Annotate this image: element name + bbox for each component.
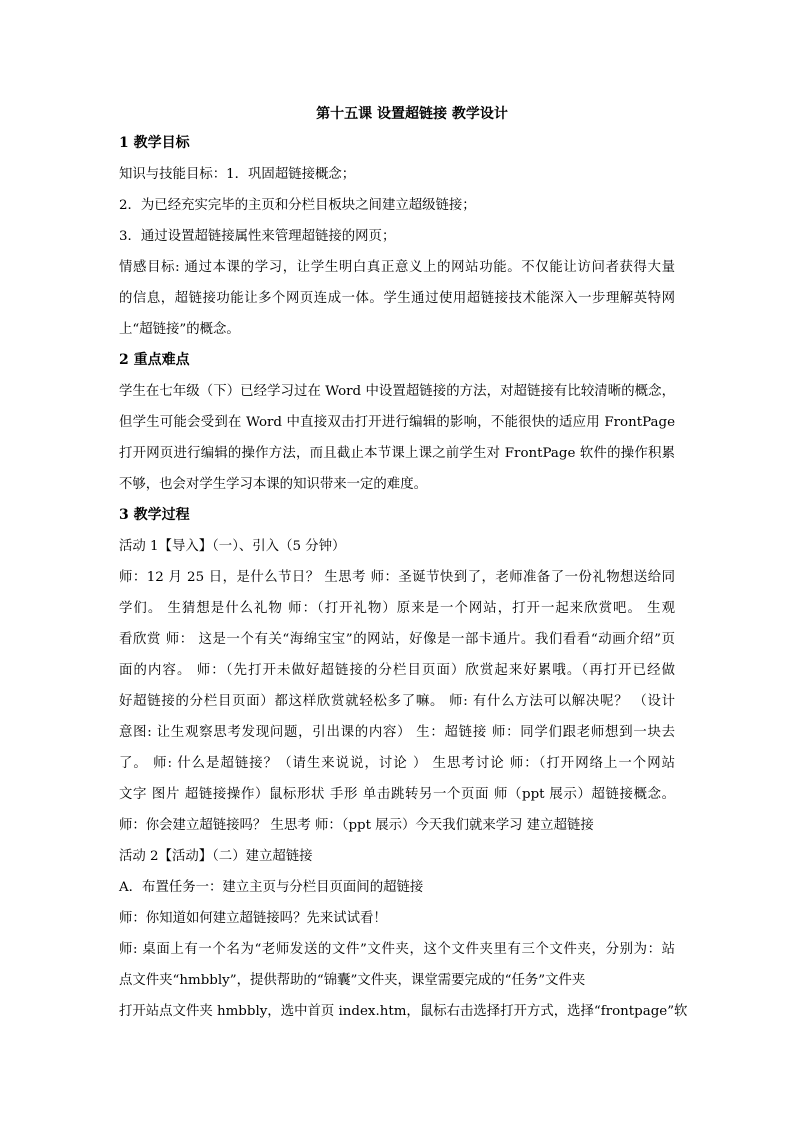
text-line: 学生在七年级（下）已经学习过在 Word 中设置超链接的方法，对超链接有比较清晰的概念， [119,384,675,399]
text-line: 文字 图片 超链接操作）鼠标形状 手形 单击跳转另一个页面 师（ppt 展示）超链接概念。 [119,787,675,802]
text-line: 学们。 生猜想是什么礼物 师：（打开礼物）原来是一个网站，打开一起来欣赏吧。 生观 [119,601,675,616]
text-line: 好超链接的分栏目页面）都这样欣赏就轻松多了嘛。 师: 有什么方法可以解决呢？ （设计 [119,694,675,709]
text-line: 知识与技能目标：1．巩固超链接概念； [119,167,356,182]
text-line: 活动 2【活动】（二）建立超链接 [119,849,313,864]
section-heading: 3 教学过程 [119,507,190,523]
text-line: 上“超链接”的概念。 [119,322,240,337]
text-line: 师：12 月 25 日，是什么节日？ 生思考 师：圣诞节快到了，老师准备了一份礼物想送给同 [119,570,675,585]
text-line: 点文件夹“hmbbly”，提供帮助的“锦囊”文件夹，课堂需要完成的“任务”文件夹 [119,973,586,988]
text-line: A．布置任务一：建立主页与分栏目页面间的超链接 [119,880,424,895]
text-line: 2．为已经充实完毕的主页和分栏目板块之间建立超级链接； [119,198,476,213]
section-heading: 1 教学目标 [119,135,190,151]
text-line: 师: 桌面上有一个名为“老师发送的文件”文件夹，这个文件夹里有三个文件夹，分别为：站 [119,942,675,957]
document-page [119,100,688,1027]
text-line: 3．通过设置超链接属性来管理超链接的网页； [119,229,396,244]
text-line: 不够，也会对学生学习本课的知识带来一定的难度。 [119,477,427,492]
text-line: 打开网页进行编辑的操作方法，而且截止本节课上课之前学生对 FrontPage 软件的操作积累 [119,446,675,461]
text-line: 活动 1【导入】（一）、引入（5 分钟） [119,539,346,554]
document-body [119,128,688,1027]
text-line: 意图: 让生观察思考发现问题，引出课的内容） 生：超链接 师：同学们跟老师想到一块去 [119,725,675,740]
text-line: 看欣赏 师： 这是一个有关“海绵宝宝”的网站，好像是一部卡通片。我们看看“动画介绍”页 [119,632,675,647]
document-title: 第十五课 设置超链接 教学设计 [316,106,508,122]
text-line: 面的内容。 师：（先打开未做好超链接的分栏目页面）欣赏起来好累哦。（再打开已经做 [119,663,675,678]
text-line: 师：你会建立超链接吗？ 生思考 师：（ppt 展示）今天我们就来学习 建立超链接 [119,818,594,833]
text-line: 但学生可能会受到在 Word 中直接双击打开进行编辑的影响，不能很快的适应用 FrontPage [119,415,675,430]
text-line: 师：你知道如何建立超链接吗？先来试试看！ [119,911,387,926]
section-heading: 2 重点难点 [119,352,190,368]
text-line: 的信息，超链接功能让多个网页连成一体。学生通过使用超链接技术能深入一步理解英特网 [119,291,675,306]
text-line: 打开站点文件夹 hmbbly，选中首页 index.htm，鼠标右击选择打开方式，选择“frontpage”软 [119,1004,688,1019]
text-line: 了。 师: 什么是超链接？（请生来说说，讨论 ） 生思考讨论 师：（打开网络上一个网站 [119,756,675,771]
text-line: 情感目标: 通过本课的学习，让学生明白真正意义上的网站功能。不仅能让访问者获得大量 [119,260,675,275]
